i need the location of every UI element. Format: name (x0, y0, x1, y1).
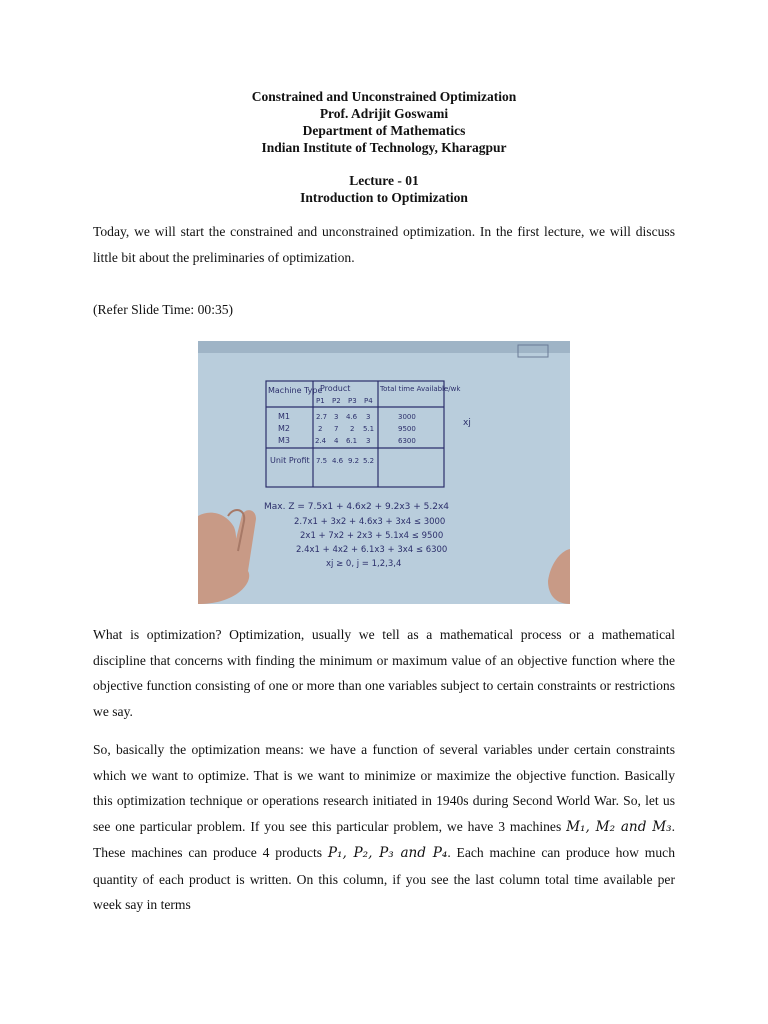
machine-m1: M1 (278, 412, 290, 421)
constraint-1: 2.7x1 + 3x2 + 4.6x3 + 3x4 ≤ 3000 (294, 517, 446, 527)
machines-math: M₁, M₂ and M₃ (566, 818, 672, 835)
product-col-p3: P3 (348, 397, 357, 405)
m1-p1: 2.7 (316, 413, 328, 421)
machine-m3: M3 (278, 436, 290, 445)
m2-p4: 5.1 (363, 425, 375, 433)
institute-name: Indian Institute of Technology, Kharagpur (261, 140, 507, 155)
machine-m2: M2 (278, 424, 290, 433)
m3-p2: 4 (334, 437, 339, 445)
m2-p3: 2 (350, 425, 355, 433)
m1-p3: 4.6 (346, 413, 358, 421)
m1-p2: 3 (334, 413, 339, 421)
product-col-p2: P2 (332, 397, 341, 405)
m2-p2: 7 (334, 425, 339, 433)
constraint-3: 2.4x1 + 4x2 + 6.1x3 + 3x4 ≤ 6300 (296, 545, 448, 555)
table-header-total: Total time Available/wk (380, 385, 461, 393)
m2-p1: 2 (318, 425, 323, 433)
course-title: Constrained and Unconstrained Optimization (251, 89, 517, 104)
slide-side-note: xj (463, 418, 471, 428)
objective-function: Max. Z = 7.5x1 + 4.6x2 + 9.2x3 + 5.2x4 (264, 502, 450, 512)
problem-description-paragraph (93, 737, 675, 918)
optimization-definition-paragraph: What is optimization? Optimization, usually we tell as a mathematical process or a mathematical discipline that concerns with finding the minimum or maximum value of an objective function where the objective function consisting of one or more than one variables subject to certain constraints or restrictions we say. (93, 627, 675, 719)
profit-p1: 7.5 (316, 457, 328, 465)
m3-p1: 2.4 (315, 437, 327, 445)
product-col-p1: P1 (316, 397, 325, 405)
document-header (0, 88, 768, 206)
table-header-machine: Machine Type (268, 386, 323, 395)
intro-paragraph: Today, we will start the constrained and unconstrained optimization. In the first lecture, we will discuss little bit about the preliminaries of optimization. (93, 224, 675, 265)
m2-total: 9500 (398, 425, 416, 433)
lecture-slide-image (198, 341, 570, 604)
lecture-title: Introduction to Optimization (300, 190, 468, 205)
paragraph-text: So, basically the optimization means: we have a function of several variables under certain constraints which we want to optimize. That is we want to minimize or maximize the objective function. Basically this optimization technique or operations research initiated in 1940s during Second World War. So, let us see one particular problem. If you see this particular problem, we have 3 machines (93, 742, 675, 834)
product-col-p4: P4 (364, 397, 373, 405)
slide-reference: (Refer Slide Time: 00:35) (93, 302, 234, 317)
slide-drawing (198, 341, 570, 604)
professor-name: Prof. Adrijit Goswami (319, 106, 449, 121)
m1-total: 3000 (398, 413, 416, 421)
paragraph-text: . These machines can produce 4 products (93, 818, 675, 860)
unit-profit-label: Unit Profit (270, 456, 310, 465)
lecture-number: Lecture - 01 (349, 173, 419, 188)
paragraph-text: . Each machine can produce how much quantity of each product is written. On this column, if you see the last column total time available per week say in terms (93, 845, 675, 912)
profit-p4: 5.2 (363, 457, 375, 465)
nonnegativity-constraint: xj ≥ 0, j = 1,2,3,4 (326, 559, 402, 569)
m1-p4: 3 (366, 413, 371, 421)
profit-p3: 9.2 (348, 457, 360, 465)
department-name: Department of Mathematics (302, 123, 466, 138)
constraint-2: 2x1 + 7x2 + 2x3 + 5.1x4 ≤ 9500 (300, 531, 444, 541)
m3-p3: 6.1 (346, 437, 358, 445)
profit-p2: 4.6 (332, 457, 344, 465)
m3-p4: 3 (366, 437, 371, 445)
products-math: P₁, P₂, P₃ and P₄ (327, 845, 448, 861)
m3-total: 6300 (398, 437, 416, 445)
table-header-product: Product (320, 384, 351, 393)
